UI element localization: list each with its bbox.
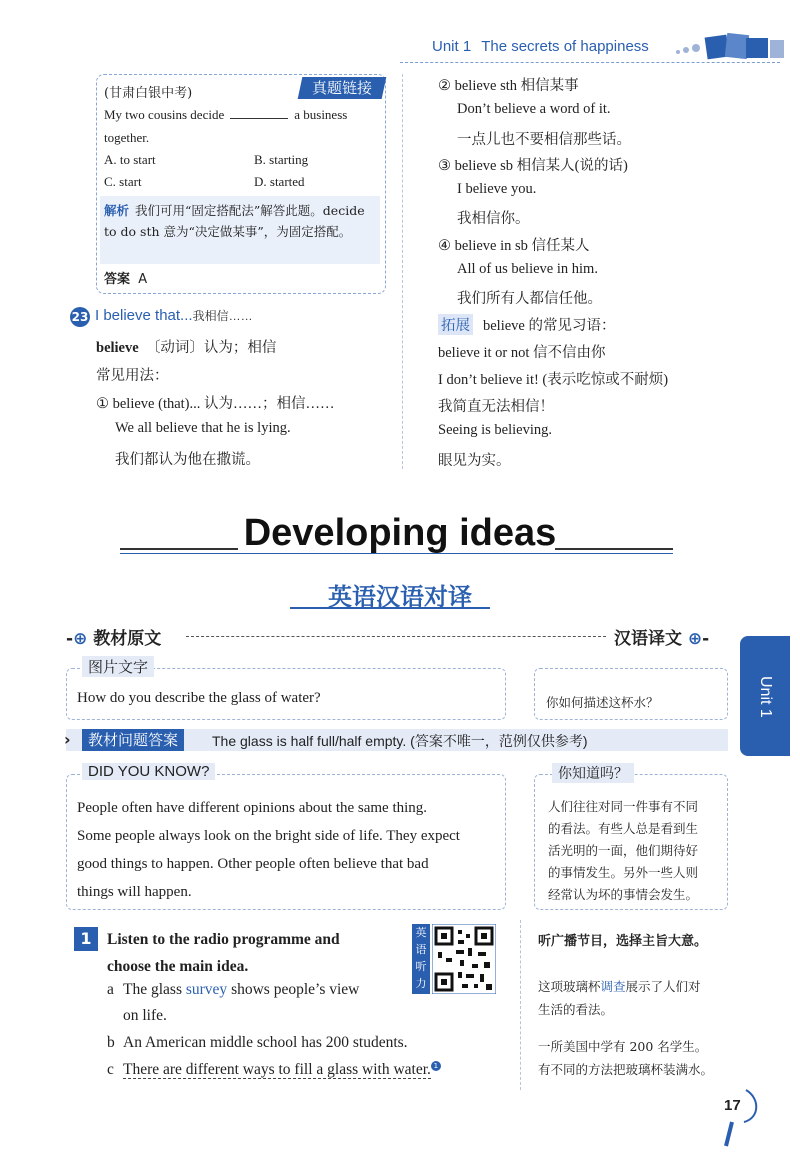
picture-label: 图片文字 (82, 656, 154, 677)
answer-value: A (138, 272, 148, 287)
did-you-know-label-cn: 你知道吗？ (552, 763, 634, 783)
usage-3-example-cn: 我相信你。 (457, 211, 530, 227)
did-you-know-text: People often have different opinions about the same thing. Some people always look on the bright side of life. They expect good things to happen. Other people often believe that bad things will happen. (77, 800, 460, 900)
usage-2-example-cn: 一点儿也不要相信那些话。 (457, 132, 631, 148)
entry-heading: I believe that...我相信…… (95, 307, 253, 324)
idiom-3-cn: 眼见为实。 (438, 453, 511, 469)
header-unit-title: The secrets of happiness (481, 38, 649, 55)
page-number: 17 (724, 1097, 741, 1114)
idiom-2-cn: 我简直无法相信！ (438, 399, 554, 415)
side-unit-tab[interactable]: Unit 1 (740, 636, 790, 756)
usage-2-example: Don’t believe a word of it. (457, 101, 611, 117)
exam-option-d: D. started (254, 174, 305, 189)
answer-blank (230, 118, 288, 119)
option-a-cont: on life. (123, 1007, 167, 1024)
usage-2-pattern: ② believe sth 相信某事 (438, 78, 579, 94)
option-a-cn: 这项玻璃杯调查展示了人们对 (538, 979, 701, 994)
exercise-title: Listen to the radio programme and choose the main idea. (107, 931, 340, 975)
exam-source: (甘肃白银中考) (104, 86, 193, 101)
usage-1-example-cn: 我们都认为他在撒谎。 (115, 452, 260, 468)
exercise-divider (520, 920, 521, 1090)
translation-label: 汉语译文 ⊕- (614, 629, 710, 649)
header-title (432, 38, 649, 55)
section-subtitle: 英语汉语对译 (328, 583, 472, 611)
down-arrow-icon: ⊕ (73, 629, 88, 649)
analysis (104, 200, 378, 242)
option-b[interactable]: b An American middle school has 200 students. (107, 1034, 408, 1051)
extend-label: 拓展 (438, 314, 473, 335)
books-icon (672, 30, 787, 62)
exam-option-a: A. to start (104, 152, 156, 167)
usage-label: 常见用法： (96, 368, 169, 384)
option-b-cn: 一所美国中学有 200 名学生。 (538, 1039, 708, 1054)
idiom-2: I don’t believe it! (表示吃惊或不耐烦) (438, 372, 669, 388)
answer-label: 答案 (104, 272, 131, 287)
extend-row (438, 314, 616, 335)
exam-option-b: B. starting (254, 152, 309, 167)
exam-tag: 真题链接 (298, 77, 387, 99)
column-divider (402, 74, 403, 469)
exam-question-cont: together. (104, 130, 150, 145)
usage-4-example: All of us believe in him. (457, 261, 598, 277)
usage-4-example-cn: 我们所有人都信任他。 (457, 291, 602, 307)
option-c[interactable]: c There are different ways to fill a glass with water. 1 (107, 1061, 441, 1079)
entry-word-line (96, 336, 276, 357)
entry-pos: 〔动词〕认为；相信 (145, 340, 277, 356)
picture-text: How do you describe the glass of water? (77, 690, 321, 706)
usage-3-example: I believe you. (457, 181, 537, 197)
did-you-know-label: DID YOU KNOW? (82, 763, 215, 780)
extend-title: believe 的常见习语： (483, 318, 616, 334)
usage-4-pattern: ④ believe in sb 信任某人 (438, 238, 590, 254)
option-a[interactable]: a The glass survey shows people’s view (107, 981, 360, 998)
section-divider (186, 636, 606, 637)
header-unit: Unit 1 (432, 38, 472, 55)
textbook-original-label: -⊕ 教材原文 (66, 629, 162, 649)
down-arrow-icon: ⊕ (687, 629, 703, 649)
listening-tag: 英语听力 (412, 924, 430, 994)
did-you-know-text-cn: 人们往往对同一件事有不同 的看法。有些人总是看到生 活光明的一面，他们期待好 的事情发生。另外一些人则 经常认为坏的事情会发生。 (548, 799, 699, 902)
option-c-cn: 有不同的方法把玻璃杯装满水。 (538, 1062, 714, 1077)
analysis-text: 我们可用“固定搭配法”解答此题。decide to do sth 意为“决定做某事”，为固定搭配。 (104, 203, 365, 239)
header-divider (400, 62, 780, 63)
vocab-link-survey[interactable]: survey (185, 981, 228, 998)
exam-option-c: C. start (104, 174, 142, 189)
subtitle-underline (290, 607, 490, 609)
usage-1-pattern: ① believe (that)... 认为……；相信…… (96, 396, 335, 412)
chevron-right-icon: › (64, 730, 71, 749)
exam-question: My two cousins decide a business (104, 107, 348, 122)
option-a-cn-cont: 生活的看法。 (538, 1002, 614, 1017)
exercise-number: 1 (74, 927, 98, 951)
idiom-1: believe it or not 信不信由你 (438, 345, 606, 361)
answer-row (104, 268, 147, 287)
note-marker[interactable]: 1 (431, 1061, 441, 1071)
usage-3-pattern: ③ believe sb 相信某人(说的话) (438, 158, 628, 174)
entry-number: 23 (70, 307, 90, 327)
idiom-3: Seeing is believing. (438, 422, 552, 438)
textbook-answer-text: The glass is half full/half empty. (答案不唯一，范例仅供参考) (212, 733, 588, 749)
exercise-title-cn: 听广播节目，选择主旨大意。 (538, 934, 708, 949)
textbook-answer-label: 教材问题答案 (82, 729, 184, 751)
usage-1-example: We all believe that he is lying. (115, 420, 291, 436)
analysis-label: 解析 (104, 203, 130, 218)
qr-code-icon[interactable] (432, 924, 496, 994)
entry-word: believe (96, 340, 139, 356)
picture-text-cn: 你如何描述这杯水？ (546, 695, 659, 710)
section-title: Developing ideas (243, 512, 557, 554)
